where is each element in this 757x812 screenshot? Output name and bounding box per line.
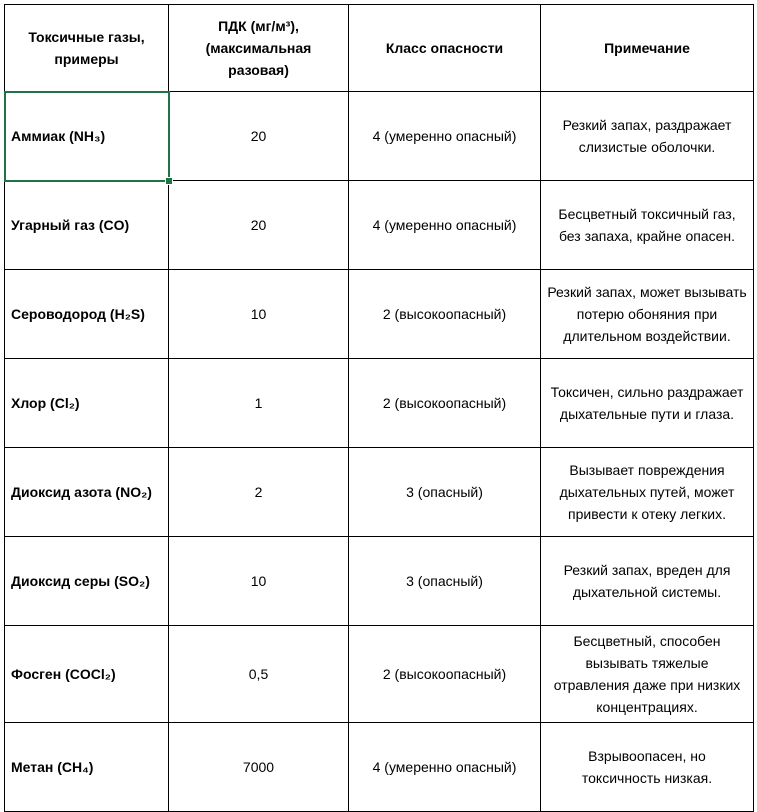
cell-class[interactable]: 4 (умеренно опасный) [349,92,541,181]
table-row [5,723,754,812]
cell-note[interactable]: Резкий запах, раздражает слизистые оболочки. [541,92,754,181]
cell-pdk[interactable]: 0,5 [169,626,349,723]
cell-note[interactable]: Взрывоопасен, но токсичность низкая. [541,723,754,812]
fill-handle[interactable] [165,177,173,185]
cell-gas[interactable]: Метан (CH₄) [5,723,169,812]
cell-gas[interactable]: Аммиак (NH₃) [5,92,169,181]
cell-gas[interactable]: Хлор (Cl₂) [5,359,169,448]
header-note[interactable]: Примечание [541,5,754,92]
cell-gas[interactable]: Фосген (COCl₂) [5,626,169,723]
table-row [5,448,754,537]
cell-note[interactable]: Резкий запах, вреден для дыхательной системы. [541,537,754,626]
cell-gas[interactable]: Угарный газ (CO) [5,181,169,270]
cell-note[interactable]: Вызывает повреждения дыхательных путей, может привести к отеку легких. [541,448,754,537]
table-row [5,270,754,359]
cell-gas[interactable]: Сероводород (H₂S) [5,270,169,359]
table-row [5,359,754,448]
cell-pdk[interactable]: 2 [169,448,349,537]
cell-pdk[interactable]: 20 [169,92,349,181]
cell-class[interactable]: 4 (умеренно опасный) [349,723,541,812]
header-pdk[interactable]: ПДК (мг/м³), (максимальная разовая) [169,5,349,92]
table-row [5,537,754,626]
cell-pdk[interactable]: 10 [169,537,349,626]
cell-class[interactable]: 3 (опасный) [349,537,541,626]
table-row [5,92,754,181]
cell-note[interactable]: Бесцветный токсичный газ, без запаха, крайне опасен. [541,181,754,270]
cell-note[interactable]: Токсичен, сильно раздражает дыхательные пути и глаза. [541,359,754,448]
cell-gas[interactable]: Диоксид серы (SO₂) [5,537,169,626]
cell-gas[interactable]: Диоксид азота (NO₂) [5,448,169,537]
table-row [5,181,754,270]
cell-class[interactable]: 2 (высокоопасный) [349,626,541,723]
table-row [5,626,754,723]
cell-note[interactable]: Резкий запах, может вызывать потерю обоняния при длительном воздействии. [541,270,754,359]
cell-class[interactable]: 3 (опасный) [349,448,541,537]
cell-class[interactable]: 2 (высокоопасный) [349,359,541,448]
toxic-gases-table [4,4,754,812]
cell-pdk[interactable]: 1 [169,359,349,448]
cell-class[interactable]: 2 (высокоопасный) [349,270,541,359]
cell-pdk[interactable]: 20 [169,181,349,270]
cell-pdk[interactable]: 10 [169,270,349,359]
cell-class[interactable]: 4 (умеренно опасный) [349,181,541,270]
header-class[interactable]: Класс опасности [349,5,541,92]
cell-pdk[interactable]: 7000 [169,723,349,812]
header-gas[interactable]: Токсичные газы, примеры [5,5,169,92]
cell-note[interactable]: Бесцветный, способен вызывать тяжелые отравления даже при низких концентрациях. [541,626,754,723]
header-row [5,5,754,92]
